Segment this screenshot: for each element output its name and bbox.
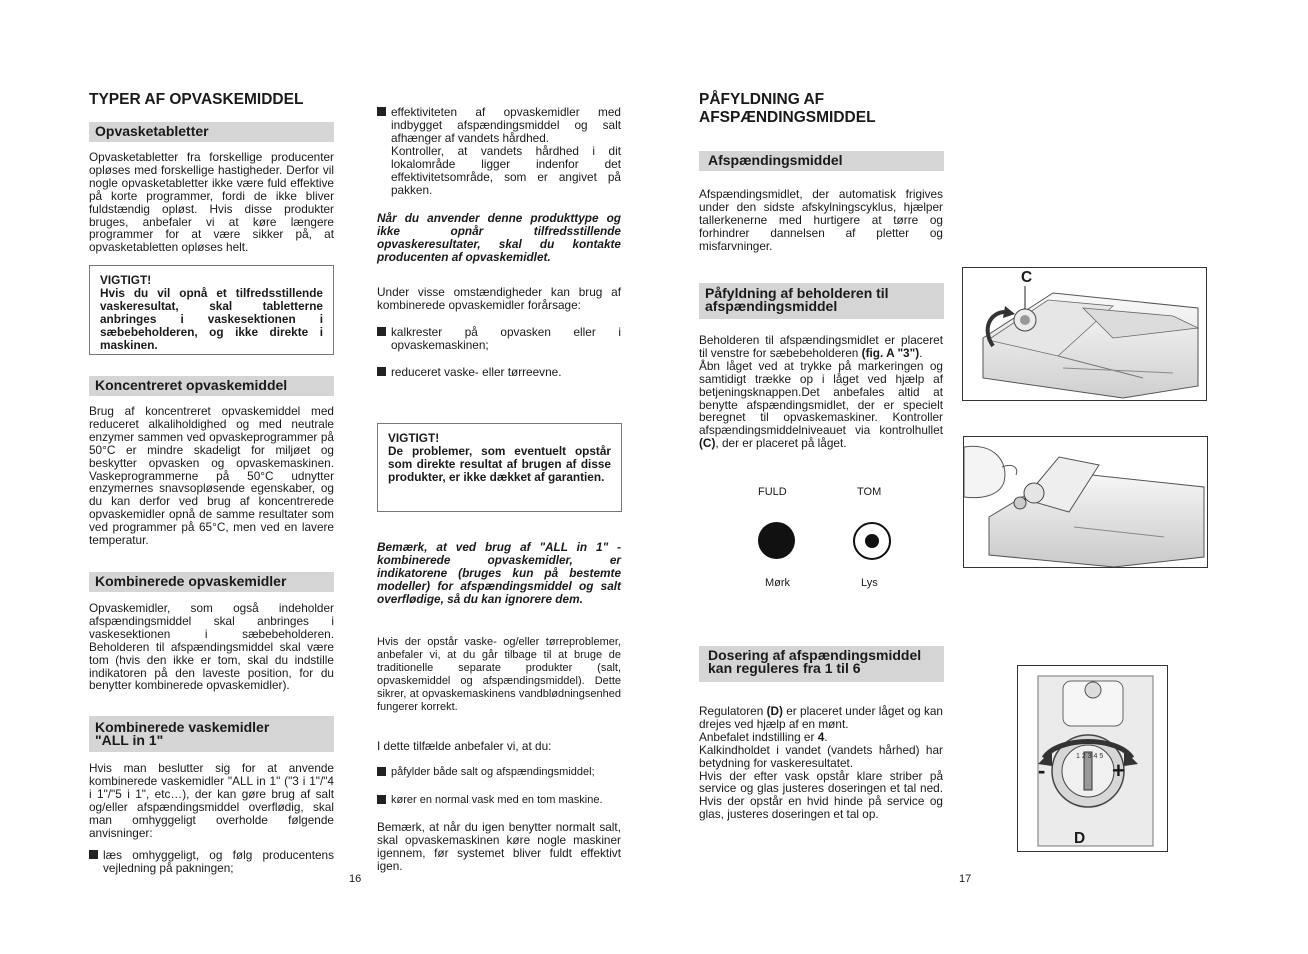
square-bullet-icon (377, 767, 386, 776)
square-bullet-icon (377, 367, 386, 376)
title-line: AFSPÆNDINGSMIDDEL (699, 109, 876, 126)
full-indicator-icon (758, 522, 795, 559)
section-heading-filling (699, 283, 944, 319)
text-run: Beholderen til afspændingsmidlet er placeret til venstre for sæbebeholderen (699, 333, 943, 360)
heading-line: Dosering af afspændingsmiddel (708, 647, 922, 663)
square-bullet-icon (377, 795, 386, 804)
heading-line: Kombinerede vaskemidler (95, 719, 270, 735)
indicator-light-label: Lys (861, 577, 878, 589)
all-in-1-paragraph: Hvis man beslutter sig for at anvende kombinerede vaskemidler "ALL in 1" ("3 i 1"/"4 i 1"/"5 i 1", etc…), der kan gøre brug af salt og/eller afspændingsmiddel overflødig, skal man omhyggeligt overholde følgende anvisninger: (89, 761, 334, 840)
figure-label-c: C (1021, 269, 1033, 286)
figure-reference: (C) (699, 436, 716, 451)
square-bullet-icon (89, 850, 98, 859)
left-page-title: TYPER AF OPVASKEMIDDEL (89, 91, 304, 108)
square-bullet-icon (377, 327, 386, 336)
dial-minus-icon: - (1038, 758, 1046, 783)
section-heading-rinse-aid: Afspændingsmiddel (699, 151, 944, 171)
rinse-aid-paragraph: Afspændingsmidlet, der automatisk frigives under den sidste afskylningscyklus, hjælper tallerkenerne med hurtigere at tørre og forhindrer dannelsen af pletter og misfarvninger. (699, 187, 943, 253)
list-item-text: læs omhyggeligt, og følg producentens vejledning på pakningen; (103, 848, 334, 875)
dial-plus-icon: + (1112, 758, 1125, 783)
text-run: Kalkindholdet i vandet (vandets hårhed) har betydning for vaskeresultatet. (699, 742, 943, 770)
figure-reference: (fig. A "3") (861, 345, 920, 360)
text-run: . (919, 345, 923, 360)
hand-figure (963, 436, 1208, 568)
list-item-text: kalkrester på opvasken eller i opvaskemaskinen; (391, 325, 621, 352)
regulator-dial-figure (1017, 665, 1168, 852)
figure-label-d: D (1074, 830, 1086, 847)
heading-line: Påfyldning af beholderen til (705, 285, 889, 301)
filling-paragraph (699, 334, 943, 450)
list-item (377, 366, 621, 379)
important-box-2 (377, 423, 622, 512)
tablets-paragraph: Opvasketabletter fra forskellige producenter opløses med forskellige hastigheder. Derfor vil nogle opvasketabletter ikke være fuld effektive på korte programmer, fordi de ikke bliver fuldstændig opløst. Hvis disse produkter bruges, anbefaler vi at køre længere programmer for at være sikker på, at opvasketabletten opløses helt. (89, 150, 334, 255)
dispenser-figure (962, 267, 1207, 401)
concentrated-paragraph: Brug af koncentreret opvaskemiddel med reduceret alkaliholdighed og med neutrale enzymer sammen ved opvaskeprogrammer på 50°C er mindre skadeligt for miljøet og beskytter opvasken og opvaskemaskinen. Vaskeprogrammerne på 50°C udnytter enzymernes snavsopløsende egenskaber, og du kan derfor ved brug af koncentrerede opvaskemidler opnå de samme resultater som ved programmer på 65°C, men ved en lavere temperatur. (89, 404, 334, 548)
section-heading-tablets: Opvasketabletter (89, 122, 334, 142)
circumstances-paragraph: Under visse omstændigheder kan brug af kombinerede opvaskemidler forårsage: (377, 285, 621, 312)
important-title: VIGTIGT! (100, 273, 152, 287)
text-run: Åbn låget ved at trykke på markeringen og samtidigt trække op i låget ved hjælp af betjeningsknappen.Det anbefales altid at benytte afspændingsmidlet, der er specielt beregnet til opvaskemaskiner. Kontroller afspændingsmiddelniveauet via kontrolhullet (699, 358, 943, 438)
heading-line: afspændingsmiddel (705, 298, 838, 314)
text-run: Hvis der efter vask opstår klare striber på service og glas justeres doseringen et tal ned. Hvis der opstår en hvid hinde på service og glas, justeres doseringen et tal op. (699, 768, 943, 822)
problems-paragraph: Hvis der opstår vaske- og/eller tørreproblemer, anbefaler vi, at du går tilbage til at bruge de traditionelle separate produkter (salt, opvaskemiddel og afspændingsmiddel). Dette sikrer, at opvaskemaskinens vandblødningsenhed fungerer korrekt. (377, 636, 621, 713)
heading-line: kan reguleres fra 1 til 6 (708, 660, 861, 676)
list-item-text: reduceret vaske- eller tørreevne. (391, 365, 562, 379)
page-number: 16 (349, 873, 362, 885)
right-page-title (699, 91, 876, 127)
empty-indicator-icon (853, 522, 891, 560)
recommended-setting: 4 (817, 729, 825, 744)
important-text: De problemer, som eventuelt opstår som direkte resultat af brugen af disse produkter, er ikke dækket af garantien. (388, 443, 611, 484)
section-heading-combined: Kombinerede opvaskemidler (89, 572, 334, 592)
important-box-1 (89, 265, 334, 355)
section-heading-all-in-1 (89, 716, 334, 752)
section-heading-dosing (699, 646, 944, 682)
list-item-text: kører en normal vask med en tom maskine. (391, 794, 603, 806)
hardness-paragraph: Kontroller, at vandets hårdhed i dit lokalområde ligger indenfor det effektivitetsområde, som er angivet på pakken. (391, 144, 621, 197)
list-item-text: effektiviteten af opvaskemidler med indbygget afspændingsmiddel og salt afhænger af vandets hårdhed. (391, 105, 621, 145)
text-run: Regulatoren (699, 704, 764, 718)
text-run: er placeret under låget og kan drejes ved hjælp af en mønt. (699, 704, 943, 731)
list-item (377, 326, 621, 352)
indicator-full-label: FULD (758, 486, 787, 498)
text-run: , der er placeret på låget. (715, 436, 847, 451)
section-heading-concentrated: Koncentreret opvaskemiddel (89, 376, 334, 396)
svg-text:1 2 3 4 5: 1 2 3 4 5 (1076, 753, 1104, 760)
recommend-paragraph: I dette tilfælde anbefaler vi, at du: (377, 739, 552, 753)
page-number: 17 (959, 873, 972, 885)
figure-reference: (D) (766, 704, 783, 718)
list-item-text: påfylder både salt og afspændingsmiddel; (391, 766, 595, 778)
list-item (377, 766, 635, 779)
text-run: . (824, 729, 828, 744)
indicator-empty-label: TOM (857, 486, 882, 498)
italic-note-1: Når du anvender denne produkttype og ikke opnår tilfredsstillende opvaskeresultater, skal du kontakte producenten af opvaskemidlet. (377, 211, 621, 264)
list-item (377, 794, 635, 807)
indicator-dark-label: Mørk (765, 577, 791, 589)
italic-note-2: Bemærk, at ved brug af "ALL in 1" - kombinerede opvaskemidler, er indikatorene (bruges kun på bestemte modeller) for afspændingsmiddel og salt overflødige, så du kan ignorere dem. (377, 540, 621, 606)
dosing-paragraph (699, 705, 943, 821)
text-run: Anbefalet indstilling er (699, 729, 815, 744)
heading-line: "ALL in 1" (95, 732, 164, 748)
combined-paragraph: Opvaskemidler, som også indeholder afspændingsmiddel skal anbringes i vaskesektionen i sæbebeholderen. Beholderen til afspændingsmiddel skal være tom (hvis den ikke er tom, skal du indstille indikatoren på den laveste position, for du benytter kombinerede opvaskemidler). (89, 601, 334, 693)
list-item (377, 106, 621, 145)
important-title: VIGTIGT! (388, 431, 440, 445)
important-text: Hvis du vil opnå et tilfredsstillende vaskeresultat, skal tabletterne anbringes i vaskesektionen i sæbebeholderen, og ikke direkte i maskinen. (100, 285, 323, 352)
square-bullet-icon (377, 107, 386, 116)
normal-salt-paragraph: Bemærk, at når du igen benytter normalt salt, skal opvaskemaskinen køre nogle maskiner igennem, før systemet bliver fuldt effektivt igen. (377, 820, 621, 873)
title-line: PÅFYLDNING AF (699, 91, 825, 108)
list-item (89, 849, 334, 875)
